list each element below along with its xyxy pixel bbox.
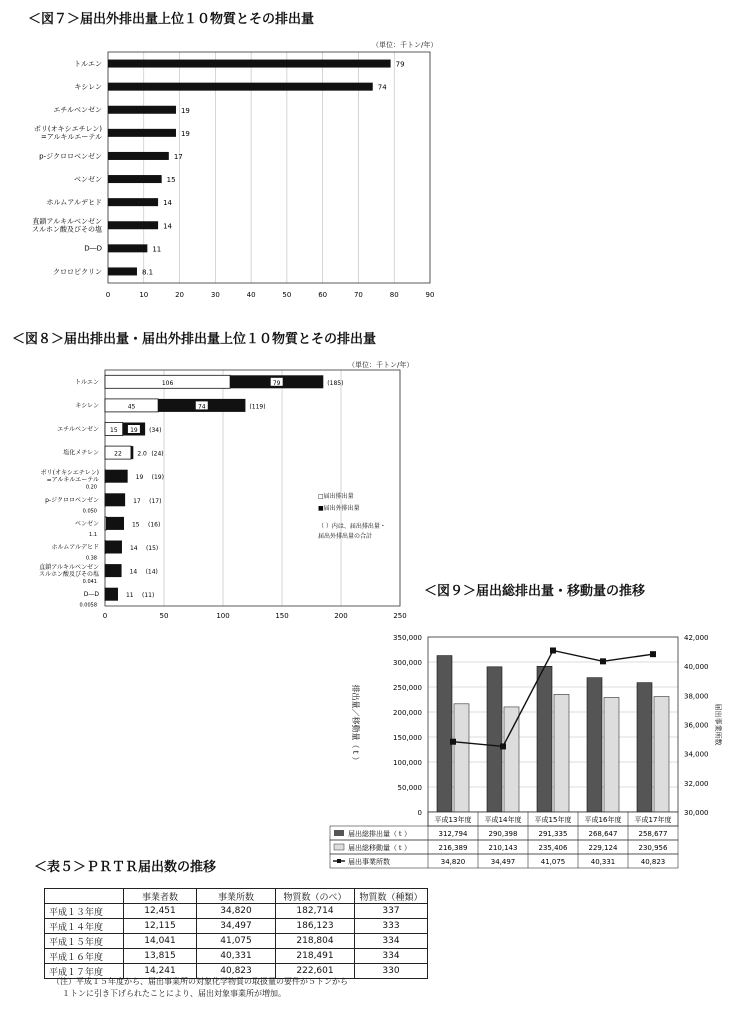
table-cell: 330	[355, 964, 428, 979]
table-value: 229,124	[588, 844, 618, 852]
y-tick-label: 150,000	[393, 734, 422, 742]
legend-swatch	[334, 830, 344, 836]
data-label: 74	[197, 403, 206, 411]
x-tick-label: 100	[216, 612, 230, 620]
category-label: エチルベンゼン	[57, 426, 99, 433]
category-label: D―D	[84, 244, 102, 253]
table-cell: 13,815	[124, 949, 197, 964]
legend-item: □届出排出量	[318, 493, 354, 500]
line-marker	[450, 739, 456, 745]
data-label: 11	[125, 592, 134, 600]
table-value: 40,823	[640, 858, 666, 866]
table-value: 268,647	[588, 830, 618, 838]
table-cell: 218,804	[276, 934, 355, 949]
table-cell: 333	[355, 919, 428, 934]
y-tick-label: 0	[417, 809, 422, 817]
table-cell: 14,241	[124, 964, 197, 979]
total-label: (17)	[149, 497, 162, 505]
table-cell: 41,075	[197, 934, 276, 949]
x-tick-label: 0	[105, 291, 111, 299]
y-tick-label: 350,000	[393, 634, 422, 642]
y-tick-label: 200,000	[393, 709, 422, 717]
table-value: 235,406	[538, 844, 568, 852]
table-cell: 337	[355, 904, 428, 919]
data-label: 11	[152, 245, 162, 254]
data-label: 19	[180, 129, 190, 138]
bar-transfer	[554, 694, 569, 812]
table-header-cell: 物質数（のべ）	[276, 889, 355, 904]
data-label: 19	[130, 427, 138, 434]
y2-tick-label: 42,000	[684, 634, 709, 642]
data-label: 15	[110, 427, 118, 434]
total-label: (16)	[147, 521, 161, 529]
bar-emission	[437, 656, 452, 812]
x-tick-label: 30	[210, 291, 220, 299]
total-label: (15)	[145, 545, 159, 552]
category-label: キシレン	[74, 82, 102, 91]
legend-note: 届出外排出量の合計	[318, 533, 373, 540]
category-label: p-ジクロロベンゼン	[45, 496, 99, 504]
x-tick-label: 250	[393, 612, 407, 620]
data-label: 0.041	[82, 579, 97, 586]
category-label: =アルキルエーテル	[40, 133, 102, 142]
data-label: 2.0	[137, 450, 147, 458]
table5-title: ＜表５＞ＰＲＴＲ届出数の推移	[34, 860, 217, 875]
category-label: ベンゼン	[74, 175, 102, 184]
legend-swatch	[337, 859, 341, 863]
y2-axis-title: 届出事業所数	[714, 703, 722, 746]
category-label: 直鎖アルキルベンゼン	[32, 217, 102, 226]
line-marker	[600, 658, 606, 664]
table-row	[45, 904, 428, 919]
data-label: 17	[173, 152, 183, 161]
table-header-cell	[45, 889, 124, 904]
data-label: 19	[180, 106, 190, 115]
data-label: 79	[272, 379, 281, 387]
line-facilities	[453, 650, 653, 746]
legend-item: ■届出外排出量	[318, 505, 360, 512]
total-label: (185)	[327, 379, 344, 387]
table-cell: 40,823	[197, 964, 276, 979]
x-tick-label: 60	[318, 291, 328, 299]
table-cell: 14,041	[124, 934, 197, 949]
category-label: 直鎖アルキルベンゼン	[39, 564, 99, 572]
table-header-cell: 事業所数	[197, 889, 276, 904]
fig9-title: ＜図９＞届出総排出量・移動量の推移	[424, 584, 646, 599]
table-value: 34,820	[440, 858, 466, 866]
table-value: 34,497	[490, 858, 516, 866]
y2-tick-label: 38,000	[684, 692, 709, 701]
fig7-unit: （単位：千トン/年）	[372, 41, 438, 49]
data-label: 1.1	[89, 531, 97, 538]
data-label: 14	[163, 199, 173, 208]
table-value: 40,331	[590, 858, 616, 866]
y2-tick-label: 30,000	[684, 809, 709, 817]
data-label: 14	[129, 545, 138, 552]
total-label: (11)	[141, 592, 155, 600]
data-label: 15	[166, 176, 176, 185]
bar-emission	[537, 666, 552, 812]
y2-tick-label: 34,000	[684, 750, 709, 759]
table-value: 210,143	[488, 844, 518, 852]
table-cell: 34,820	[197, 904, 276, 919]
table-row	[45, 949, 428, 964]
table-cell: 34,497	[197, 919, 276, 934]
legend-swatch	[334, 844, 344, 850]
legend-note: （ ）内は、届出排出量・	[318, 523, 386, 530]
table-value: 291,335	[538, 830, 568, 838]
bar-emission	[637, 683, 652, 812]
table5-note	[52, 976, 348, 1000]
table-row	[45, 934, 428, 949]
category-label: 平成14年度	[484, 816, 522, 824]
category-label: 平成16年度	[584, 816, 622, 824]
total-label: (119)	[249, 403, 266, 411]
data-label: 74	[377, 83, 387, 92]
table-cell: 40,331	[197, 949, 276, 964]
table-cell: 平成１６年度	[45, 949, 124, 964]
bar-transfer	[604, 697, 619, 812]
category-label: ポリ(オキシエチレン)	[40, 469, 99, 477]
x-tick-label: 200	[334, 612, 348, 620]
x-tick-label: 150	[275, 612, 289, 620]
total-label: (14)	[145, 568, 158, 576]
fig7-title: ＜図７＞届出外排出量上位１０物質とその排出量	[28, 12, 315, 27]
y-tick-label: 100,000	[393, 759, 422, 767]
bar-emission	[487, 667, 502, 812]
table-header-row	[45, 889, 428, 904]
bar-transfer	[654, 697, 669, 812]
total-label: (24)	[151, 450, 164, 458]
y-tick-label: 250,000	[393, 684, 422, 692]
category-label: 平成13年度	[434, 816, 472, 824]
table-cell: 218,491	[276, 949, 355, 964]
y-tick-label: 50,000	[397, 784, 422, 792]
line-marker	[550, 647, 556, 653]
data-label: 79	[395, 60, 405, 69]
table-value: 290,398	[488, 830, 518, 838]
data-label: 15	[131, 521, 140, 529]
table-value: 230,956	[638, 844, 668, 852]
category-label: エチルベンゼン	[53, 106, 102, 115]
y2-tick-label: 40,000	[684, 663, 709, 672]
x-tick-label: 70	[353, 291, 363, 299]
series-name: 届出総排出量（ｔ）	[348, 830, 411, 838]
table-header-cell: 事業者数	[124, 889, 197, 904]
data-label: 0.20	[85, 484, 97, 491]
category-label: =アルキルエーテル	[46, 476, 99, 484]
data-label: 19	[135, 474, 144, 482]
table-row	[45, 919, 428, 934]
x-tick-label: 0	[102, 612, 108, 620]
category-label: D―D	[83, 591, 99, 599]
line-marker	[500, 743, 506, 749]
category-label: キシレン	[75, 402, 99, 410]
bar-transfer	[504, 707, 519, 812]
category-label: クロロピクリン	[53, 267, 102, 276]
category-label: p-ジクロロベンゼン	[39, 152, 102, 161]
category-label: ホルムアルデヒド	[51, 544, 99, 551]
category-label: 塩化メチレン	[63, 449, 99, 457]
data-label: 0.38	[85, 555, 97, 562]
bar-transfer	[454, 704, 469, 812]
x-tick-label: 10	[139, 291, 149, 299]
line-marker	[650, 651, 656, 657]
total-label: (34)	[149, 427, 162, 434]
y2-tick-label: 36,000	[684, 721, 709, 730]
fig8-unit: （単位：千トン/年）	[348, 361, 414, 369]
y2-tick-label: 32,000	[684, 779, 709, 788]
category-label: 平成17年度	[634, 816, 672, 824]
category-label: スルホン酸及びその塩	[32, 225, 102, 234]
prtr-table	[44, 888, 428, 979]
category-label: 平成15年度	[534, 816, 572, 824]
data-label: 8.1	[141, 268, 154, 277]
bar-emission	[587, 678, 602, 812]
x-tick-label: 50	[282, 291, 292, 299]
table-cell: 平成１７年度	[45, 964, 124, 979]
data-label: 14	[163, 222, 173, 231]
category-label: トルエン	[74, 59, 102, 68]
category-label: ポリ(オキシエチレン)	[33, 125, 102, 134]
table-cell: 平成１５年度	[45, 934, 124, 949]
table-cell: 平成１３年度	[45, 904, 124, 919]
table-cell: 186,123	[276, 919, 355, 934]
y-axis-title: 排出量／移動量（ｔ）	[351, 684, 360, 765]
table-value: 312,794	[438, 830, 468, 838]
table-value: 41,075	[540, 858, 566, 866]
fig8-title: ＜図８＞届出排出量・届出外排出量上位１０物質とその排出量	[12, 332, 377, 347]
table-cell: 334	[355, 949, 428, 964]
note-line: （注）平成１５年度から、届出事業所の対象化学物質の取扱量の要件が５トンから	[52, 977, 348, 986]
table-value: 216,389	[438, 844, 468, 852]
data-label: 14	[129, 568, 138, 576]
data-label: 0.0058	[79, 602, 97, 609]
table-header-cell: 物質数（種類）	[355, 889, 428, 904]
category-label: スルホン酸及びその塩	[38, 571, 99, 579]
x-tick-label: 50	[159, 612, 169, 620]
data-label: 0.050	[82, 508, 97, 515]
data-label: 45	[127, 403, 136, 411]
table-cell: 12,115	[124, 919, 197, 934]
table-cell: 平成１４年度	[45, 919, 124, 934]
data-label: 17	[133, 497, 141, 505]
table-cell: 182,714	[276, 904, 355, 919]
data-label: 22	[114, 450, 122, 458]
x-tick-label: 90	[425, 291, 435, 299]
x-tick-label: 80	[389, 291, 399, 299]
series-name: 届出総移動量（ｔ）	[348, 844, 411, 852]
total-label: (19)	[151, 474, 164, 482]
y-tick-label: 300,000	[393, 659, 422, 667]
table-cell: 334	[355, 934, 428, 949]
category-label: ホルムアルデヒド	[46, 198, 102, 207]
table-cell: 222,601	[276, 964, 355, 979]
series-name: 届出事業所数	[348, 858, 390, 866]
note-line: １トンに引き下げられたことにより、届出対象事業所が増加。	[62, 989, 286, 998]
x-tick-label: 40	[246, 291, 256, 299]
category-label: ベンゼン	[74, 520, 99, 528]
data-label: 106	[161, 379, 174, 387]
table-value: 258,677	[638, 830, 668, 838]
x-tick-label: 20	[175, 291, 185, 299]
category-label: トルエン	[74, 378, 99, 386]
table-cell: 12,451	[124, 904, 197, 919]
